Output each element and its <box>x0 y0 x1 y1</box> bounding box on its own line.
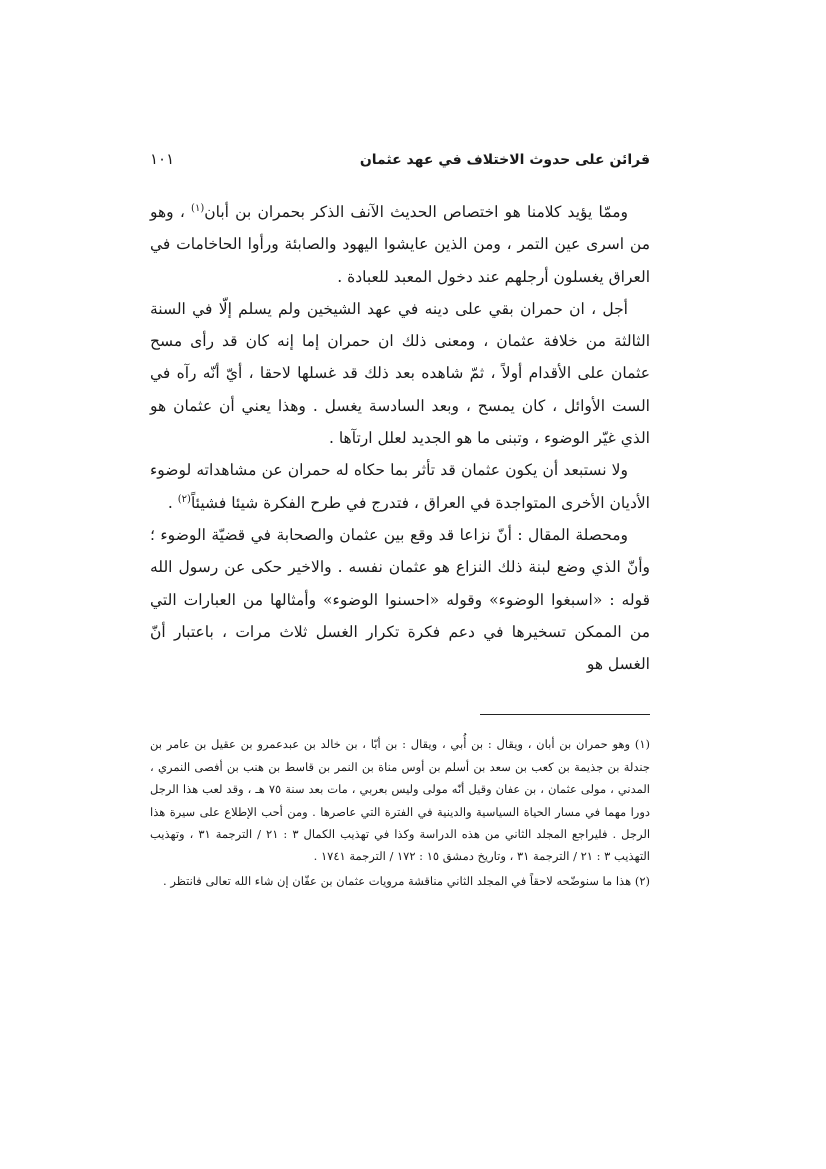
main-text <box>150 196 650 680</box>
paragraph-3 <box>150 454 650 519</box>
footnote-separator <box>480 714 650 715</box>
paragraph-1-text-cont: ، وهو من اسرى عين التمر ، ومن الذين عايشوا اليهود والصابئة ورأوا الحاخامات في العراق يغسلون أرجلهم عند دخول المعبد للعبادة . <box>150 203 650 286</box>
chapter-title: قرائن على حدوث الاختلاف في عهد عثمان <box>359 152 650 168</box>
paragraph-4: ومحصلة المقال : أنّ نزاعا قد وقع بين عثمان والصحابة في قضيّة الوضوء ؛ وأنّ الذي وضع لبنة ذلك النزاع هو عثمان نفسه . والاخير حكى عن رسول الله قوله : «اسبغوا الوضوء» وقوله «احسنوا الوضوء» وأمثالها من العبارات التي من الممكن تسخيرها في دعم فكرة تكرار الغسل ثلاث مرات ، باعتبار أنّ الغسل هو <box>150 525 650 674</box>
paragraph-1-text: وممّا يؤيد كلامنا هو اختصاص الحديث الآنف الذكر بحمران بن أبان <box>204 203 628 221</box>
footnote-ref-1[interactable]: (١) <box>191 202 205 214</box>
paragraph-2: أجل ، ان حمران بقي على دينه في عهد الشيخين ولم يسلم إلّا في السنة الثالثة من خلافة عثمان ، ومعنى ذلك ان حمران إما إنه كان قد رأى مسح عثمان على الأقدام أولاً ، ثمّ شاهده بعد ذلك قد غسلها لاحقا ، أيّ أنّه رآه في الست الأوائل ، كان يمسح ، وبعد السادسة يغسل . وهذا يعني أن عثمان هو الذي غيّر الوضوء ، وتبنى ما هو الجديد لعلل ارتآها . <box>150 299 650 448</box>
paragraph-3-text-cont: . <box>167 493 178 512</box>
running-header <box>150 150 650 176</box>
footnote-2: (٢) هذا ما سنوضّحه لاحقاً في المجلد الثاني مناقشة مرويات عثمان بن عفّان إن شاء الله تعالى فانتظر . <box>163 873 650 888</box>
paragraph-1 <box>150 196 650 293</box>
page-number: ١٠١ <box>150 150 175 168</box>
footnote-ref-2[interactable]: (٢) <box>177 493 191 505</box>
paragraph-3-text: ولا نستبعد أن يكون عثمان قد تأثر بما حكاه له حمران عن مشاهداته لوضوء الأديان الأخرى المتواجدة في العراق ، فتدرج في طرح الفكرة شيئا فشيئاً <box>150 461 650 512</box>
footnote-1: (١) وهو حمران بن أبان ، ويقال : بن أُبي ، ويقال : بن أبّا ، بن خالد بن عبدعمرو بن عقيل بن عامر بن جندلة بن جذيمة بن كعب بن سعد بن أسلم بن أوس مناة بن النمر بن قاسط بن هنب بن أفصى النمري ، المدني ، مولى عثمان ، بن عفان وقيل أنّه مولى وليس بعربي ، مات بعد سنة ٧٥ هـ ، وقد لعب هذا الرجل دورا مهما في مسار الحياة السياسية والدينية في الفترة التي عاصرها . ومن أحب الإطلاع على سيرة هذا الرجل . فليراجع المجلد الثاني من هذه الدراسة وكذا في تهذيب الكمال ٣ : ٢١ / الترجمة ٣١ ، وتهذيب التهذيب ٣ : ٢١ / الترجمة ٣١ ، وتاريخ دمشق ١٥ : ١٧٢ / الترجمة ١٧٤١ . <box>150 737 651 864</box>
book-page <box>150 150 650 894</box>
footnotes <box>150 733 650 892</box>
